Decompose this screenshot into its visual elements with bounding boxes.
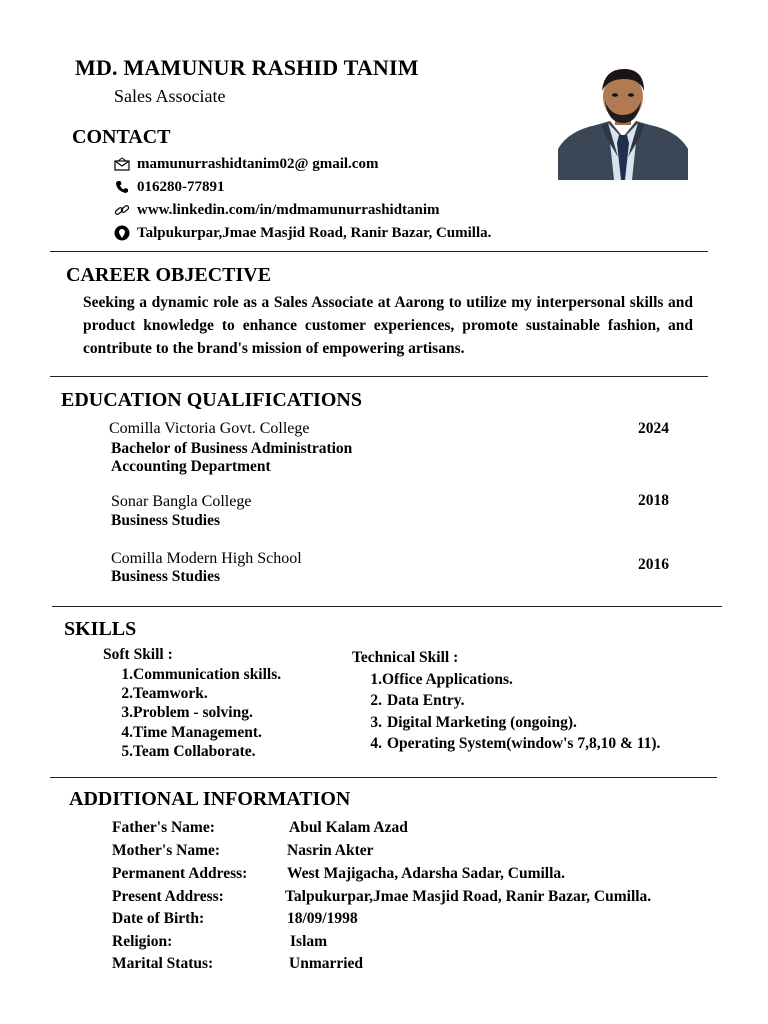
technical-skill-title: Technical Skill : bbox=[352, 649, 459, 666]
location-pin-icon bbox=[113, 224, 131, 242]
education-institution: Sonar Bangla College bbox=[111, 493, 252, 510]
link-icon bbox=[113, 201, 131, 219]
education-degree: Bachelor of Business Administration bbox=[111, 440, 353, 457]
info-label: Mother's Name: bbox=[112, 842, 221, 859]
education-degree: Business Studies bbox=[111, 512, 220, 529]
list-item: 3. Digital Marketing (ongoing). bbox=[370, 713, 577, 731]
info-value: 18/09/1998 bbox=[287, 910, 358, 927]
info-label: Father's Name: bbox=[112, 819, 215, 836]
phone-icon bbox=[113, 178, 131, 196]
info-label: Present Address: bbox=[112, 888, 224, 905]
contact-email-row bbox=[113, 153, 378, 175]
info-value: West Majigacha, Adarsha Sadar, Cumilla. bbox=[287, 865, 566, 882]
contact-email[interactable]: mamunurrashidtanim02@ gmail.com bbox=[137, 155, 379, 172]
info-label: Date of Birth: bbox=[112, 910, 205, 927]
list-item: 2. Teamwork. bbox=[121, 685, 208, 703]
education-year: 2016 bbox=[638, 556, 669, 573]
skills-heading: SKILLS bbox=[64, 618, 137, 640]
info-value: Unmarried bbox=[289, 955, 364, 972]
soft-skill-title: Soft Skill : bbox=[103, 646, 173, 663]
divider bbox=[50, 376, 708, 377]
education-institution: Comilla Victoria Govt. College bbox=[109, 420, 310, 437]
contact-linkedin-row bbox=[113, 199, 440, 221]
contact-address: Talpukurpar,Jmae Masjid Road, Ranir Bazar, Cumilla. bbox=[137, 224, 492, 241]
list-item: 4. Time Management. bbox=[121, 723, 262, 741]
info-value: Islam bbox=[290, 933, 328, 950]
list-item: 3. Problem - solving. bbox=[121, 704, 253, 722]
career-objective-heading: CAREER OBJECTIVE bbox=[66, 264, 272, 286]
profile-photo bbox=[558, 67, 688, 180]
contact-address-row bbox=[113, 222, 491, 244]
contact-linkedin[interactable]: www.linkedin.com/in/mdmamunurrashidtanim bbox=[137, 201, 440, 218]
divider bbox=[52, 606, 722, 607]
info-value: Abul Kalam Azad bbox=[289, 819, 408, 836]
info-label: Marital Status: bbox=[112, 955, 214, 972]
divider bbox=[50, 777, 717, 778]
list-item: 4. Operating System(window's 7,8,10 & 11). bbox=[370, 734, 661, 752]
education-heading: EDUCATION QUALIFICATIONS bbox=[61, 389, 362, 411]
education-degree: Business Studies bbox=[111, 568, 220, 585]
list-item: 1. Office Applications. bbox=[370, 671, 513, 688]
email-icon bbox=[113, 155, 131, 173]
list-item: 1. Communication skills. bbox=[121, 666, 282, 683]
info-label: Permanent Address: bbox=[112, 865, 248, 882]
technical-skill-list bbox=[362, 669, 660, 754]
education-year: 2018 bbox=[638, 492, 669, 509]
contact-heading: CONTACT bbox=[72, 126, 171, 148]
additional-info-heading: ADDITIONAL INFORMATION bbox=[69, 788, 351, 810]
job-title: Sales Associate bbox=[114, 86, 226, 106]
info-label: Religion: bbox=[112, 933, 173, 950]
divider bbox=[50, 251, 708, 252]
list-item: 5. Team Collaborate. bbox=[121, 742, 256, 760]
education-institution: Comilla Modern High School bbox=[111, 550, 302, 567]
career-objective-text: Seeking a dynamic role as a Sales Associate at Aarong to utilize my interpersonal skills and product knowledge to enhance customer experiences, promote sustainable fashion, and contribute to the brand's mission of empowering artisans. bbox=[83, 294, 693, 357]
info-value: Nasrin Akter bbox=[287, 842, 374, 859]
contact-phone-row bbox=[113, 176, 225, 198]
list-item: 2. Data Entry. bbox=[370, 692, 465, 710]
info-value: Talpukurpar,Jmae Masjid Road, Ranir Bazar, Cumilla. bbox=[285, 888, 652, 905]
education-department: Accounting Department bbox=[111, 458, 271, 475]
education-year: 2024 bbox=[638, 420, 669, 437]
candidate-name: MD. MAMUNUR RASHID TANIM bbox=[75, 55, 419, 80]
contact-phone[interactable]: 016280-77891 bbox=[137, 178, 225, 195]
soft-skill-list bbox=[113, 665, 281, 761]
